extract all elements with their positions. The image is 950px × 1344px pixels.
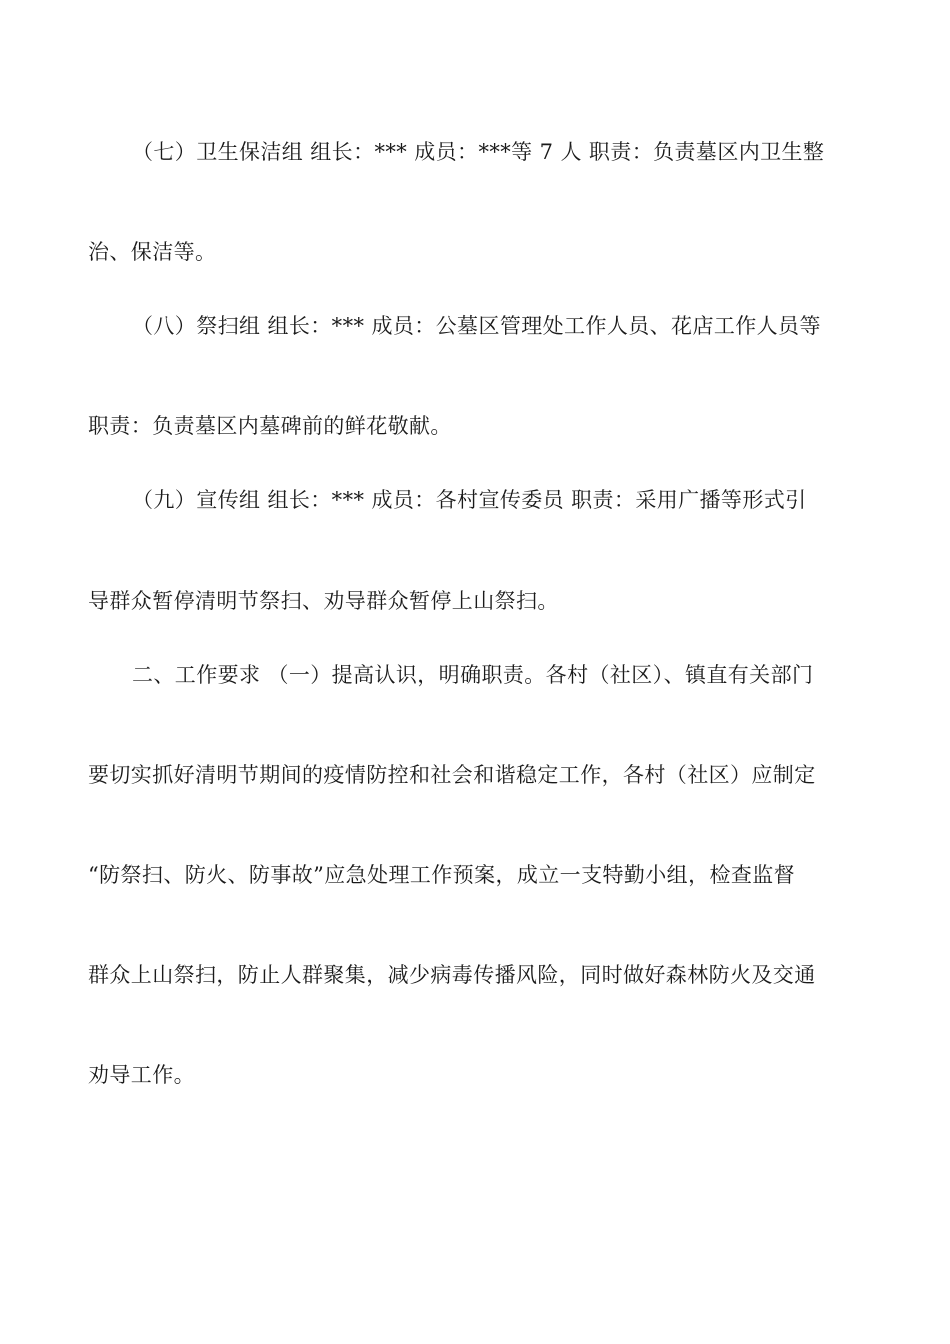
paragraph-line: （八）祭扫组 组长：*** 成员：公墓区管理处工作人员、花店工作人员等 xyxy=(132,314,821,338)
paragraph-line: 导群众暂停清明节祭扫、劝导群众暂停上山祭扫。 xyxy=(88,589,559,613)
paragraph-line: “防祭扫、防火、防事故”应急处理工作预案，成立一支特勤小组，检查监督 xyxy=(88,863,796,887)
paragraph-line: 治、保洁等。 xyxy=(88,240,217,264)
paragraph-line: 群众上山祭扫，防止人群聚集，减少病毒传播风险，同时做好森林防火及交通 xyxy=(88,963,816,987)
paragraph-line: 二、工作要求 （一）提高认识，明确职责。各村（社区）、镇直有关部门 xyxy=(132,663,814,687)
paragraph-line: 要切实抓好清明节期间的疫情防控和社会和谐稳定工作，各村（社区）应制定 xyxy=(88,763,816,787)
paragraph-line: 职责：负责墓区内墓碑前的鲜花敬献。 xyxy=(88,414,452,438)
paragraph-line: 劝导工作。 xyxy=(88,1063,195,1087)
paragraph-line: （七）卫生保洁组 组长：*** 成员：***等 7 人 职责：负责墓区内卫生整 xyxy=(132,140,825,164)
paragraph-line: （九）宣传组 组长：*** 成员：各村宣传委员 职责：采用广播等形式引 xyxy=(132,488,807,512)
